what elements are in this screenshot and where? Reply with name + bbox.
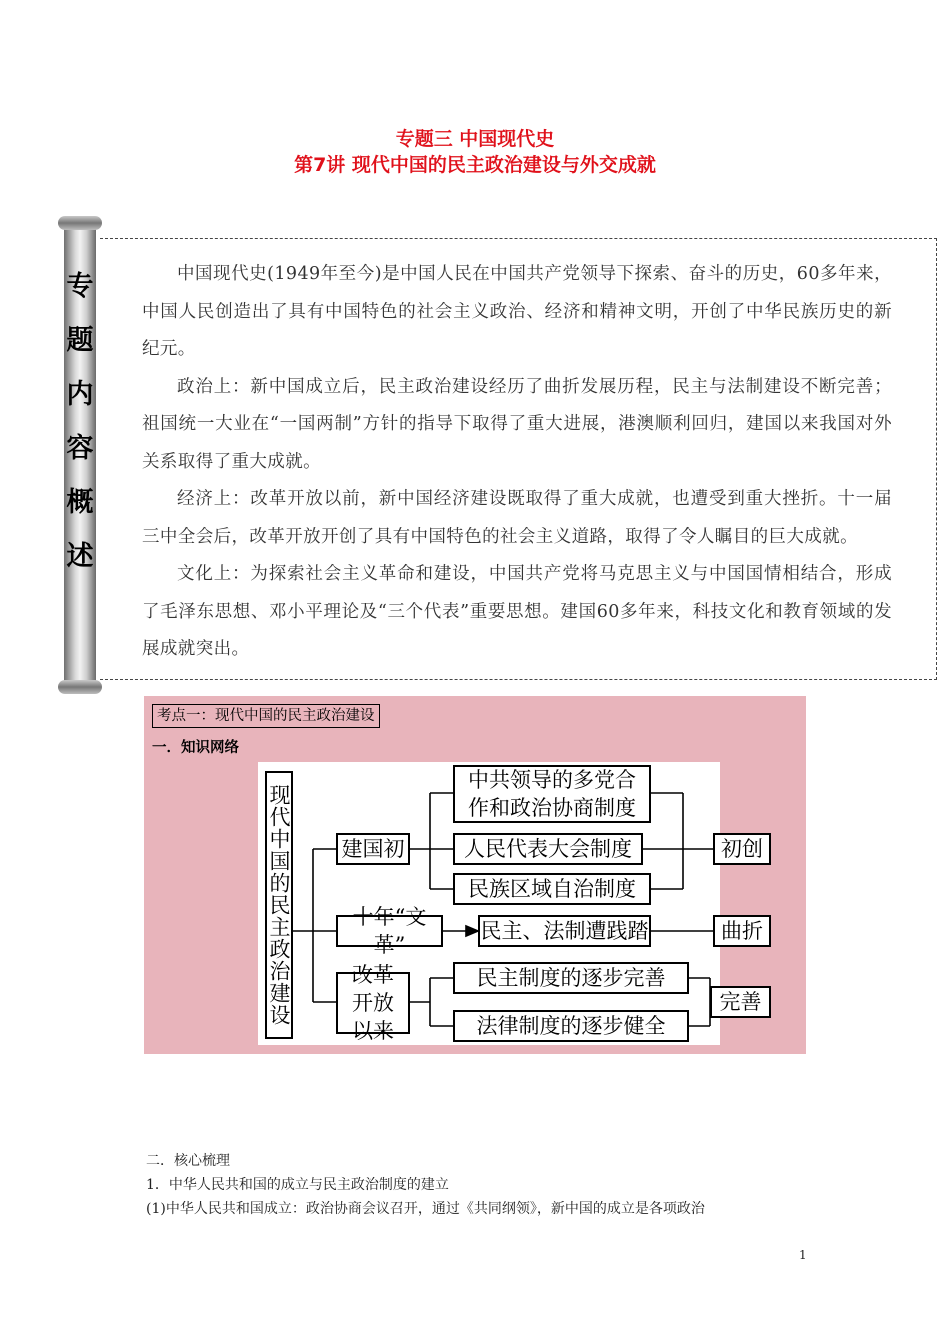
system-npc: [453, 833, 643, 865]
overview-paragraph: 经济上：改革开放以前，新中国经济建设既取得了重大成就，也遭受到重大挫折。十一届三中全会后，改革开放开创了具有中国特色的社会主义道路，取得了令人瞩目的巨大成就。: [142, 489, 892, 547]
trampled-label: 民主、法制遭践踏: [480, 919, 649, 943]
stage-culture-revolution: [336, 905, 443, 957]
result-twist: [713, 915, 771, 947]
core-heading: 二．核心梳理: [146, 1153, 230, 1169]
result-perfect: [710, 986, 771, 1018]
stage-reform: [336, 963, 410, 1043]
stage-early: [336, 833, 410, 865]
stage-reform-label: 改革开放以来: [352, 963, 394, 1043]
scroll-rod-bottom: [58, 680, 102, 694]
result-twist-label: 曲折: [721, 919, 763, 943]
page-number: 1: [799, 1248, 807, 1262]
knowledge-network-heading: 一．知识网络: [152, 740, 239, 756]
root-label: 现代中国的民主政治建设: [267, 784, 291, 1026]
overview-paragraph: 政治上：新中国成立后，民主政治建设经历了曲折发展历程，民主与法制建设不断完善；祖国统一大业在“一国两制”方针的指导下取得了重大进展，港澳顺利回归，建国以来我国对外关系取得了重大成就。: [142, 376, 892, 472]
stage-culture-revolution-label: 十年“文革”: [352, 905, 427, 957]
scroll-rod-top: [58, 216, 102, 230]
system-cpc-label: 中共领导的多党合作和政治协商制度: [468, 768, 636, 820]
result-perfect-label: 完善: [719, 990, 762, 1014]
knowledge-diagram: [258, 762, 763, 1045]
exam-point-label: 考点一：现代中国的民主政治建设: [152, 704, 380, 728]
core-item-1-1: (1)中华人民共和国成立：政治协商会议召开，通过《共同纲领》，新中国的成立是各项政治: [146, 1201, 705, 1217]
topic-overview-banner: [60, 216, 100, 694]
system-npc-label: 人民代表大会制度: [464, 837, 632, 861]
result-founding: [713, 833, 771, 865]
overview-paragraph: 中国现代史(1949年至今)是中国人民在中国共产党领导下探索、奋斗的历史，60多年来，中国人民创造出了具有中国特色的社会主义政治、经济和精神文明，开创了中华民族历史的新纪元。: [142, 264, 892, 359]
overview-paragraph: 文化上：为探索社会主义革命和建设，中国共产党将马克思主义与中国国情相结合，形成了毛泽东思想、邓小平理论及“三个代表”重要思想。建国60多年来，科技文化和教育领域的发展成就突出。: [142, 564, 892, 659]
system-regional-autonomy: [453, 873, 651, 905]
democracy-improvement-label: 民主制度的逐步完善: [476, 966, 666, 990]
banner-char: 题: [66, 325, 94, 356]
banner-char: 容: [66, 433, 94, 464]
banner-char: 内: [66, 379, 94, 410]
stage-early-label: 建国初: [341, 837, 405, 861]
root-node: [265, 771, 293, 1039]
lecture-title: 第7讲 现代中国的民主政治建设与外交成就: [294, 154, 656, 176]
banner-char: 概: [66, 487, 94, 518]
result-founding-label: 初创: [721, 837, 763, 861]
overview-text: [142, 256, 892, 669]
democracy-improvement: [453, 962, 689, 994]
banner-text: [60, 260, 100, 584]
democracy-trampled: [478, 915, 651, 947]
core-item-1: 1．中华人民共和国的成立与民主政治制度的建立: [146, 1177, 449, 1193]
doc-title: 专题三 中国现代史: [395, 128, 555, 150]
banner-char: 专: [66, 271, 94, 302]
system-autonomy-label: 民族区域自治制度: [468, 877, 636, 901]
law-improvement: [453, 1010, 689, 1042]
banner-char: 述: [66, 541, 94, 572]
law-improvement-label: 法律制度的逐步健全: [476, 1014, 666, 1038]
system-cpc-cooperation: [453, 765, 651, 823]
